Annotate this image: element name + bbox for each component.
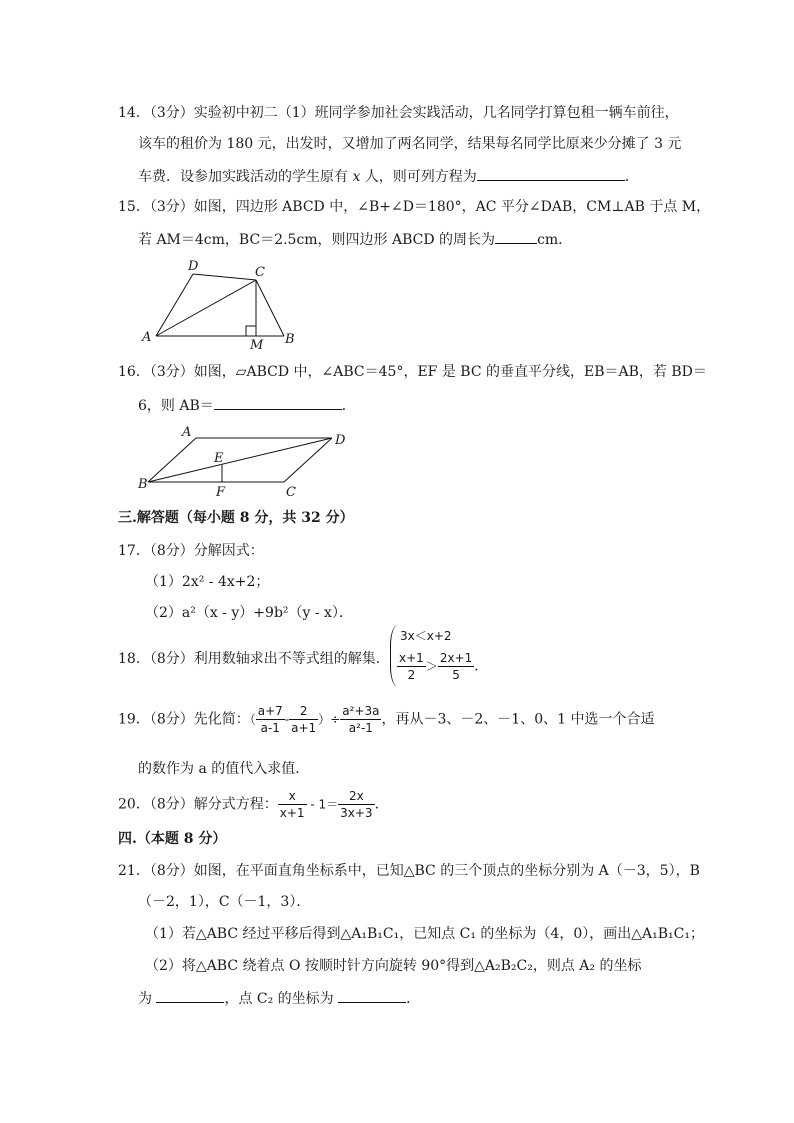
- q15-line2: [138, 229, 572, 249]
- q20-frac2-num: 2x: [338, 788, 374, 805]
- q21-line3: （1）若△ABC 经过平移后得到△A₁B₁C₁，已知点 C₁ 的坐标为（4，0），画出△A₁B₁C₁；: [145, 926, 704, 942]
- q19-frac3-den: a²-1: [348, 721, 373, 735]
- q18-text: 18．（8分）利用数轴求出不等式组的解集．: [118, 651, 390, 667]
- q18-frac1: [397, 650, 426, 683]
- section-4-title: 四.（本题 8 分）: [118, 831, 227, 847]
- q15-label-d: D: [188, 259, 199, 274]
- q18-frac1-num: x+1: [399, 651, 424, 665]
- q16-line1: 16．（3分）如图，▱ABCD 中，∠ABC＝45°，EF 是 BC 的垂直平分线，EB＝AB，若 BD＝: [118, 364, 707, 380]
- q19-tail: ，再从－3、－2、－1、0、1 中选一个合适: [381, 711, 655, 728]
- q21-line2: （－2，1），C（－1，3）．: [138, 894, 311, 910]
- q16-line2-text: 6，则 AB＝: [138, 398, 214, 414]
- q16-label-e: E: [214, 451, 224, 466]
- section-3-title: 三.解答题（每小题 8 分，共 32 分）: [118, 510, 354, 526]
- q15-line1: 15．（3分）如图，四边形 ABCD 中，∠B+∠D＝180°，AC 平分∠DAB，CM⊥AB 于点 M，: [118, 199, 711, 215]
- q19-frac2-num: 2: [289, 703, 318, 720]
- q15-line2-text: 若 AM＝4cm，BC＝2.5cm，则四边形 ABCD 的周长为: [138, 232, 496, 248]
- q14-line3-text-a: 车费．设参加实践活动的学生原有: [138, 169, 353, 185]
- q19-frac1: [256, 703, 285, 736]
- q20-frac1: [278, 788, 307, 821]
- q19-rparen-div: ）÷: [318, 712, 341, 727]
- q16-line2: [138, 395, 356, 415]
- q20-frac2: [338, 788, 374, 821]
- q20-text: 20．（8分）解分式方程：: [118, 796, 278, 813]
- q14-line1: 14．（3分）实验初中初二（1）班同学参加社会实践活动，几名同学打算包租一辆车前往，: [118, 105, 679, 121]
- q16-label-a: A: [182, 425, 192, 440]
- q19-frac3-num: a²+3a: [342, 704, 380, 718]
- q14-line3: [138, 166, 639, 186]
- q15-label-m: M: [250, 338, 264, 352]
- q19-line2: 的数作为 a 的值代入求值．: [138, 761, 310, 777]
- q18-end: ．: [474, 658, 489, 675]
- q20-line: [118, 788, 389, 821]
- q14-line3-end: ．: [624, 169, 639, 185]
- q21-line5-text-a: 为: [138, 991, 157, 1007]
- q19-frac3: [340, 703, 381, 736]
- q21-line5: [138, 988, 420, 1008]
- q19-frac1-den: a-1: [260, 721, 280, 735]
- q18-ineq2: [397, 650, 488, 683]
- q15-line2-unit: cm．: [537, 232, 573, 248]
- q17-title: 17．（8分）分解因式：: [118, 543, 264, 559]
- q21-line5-end: ．: [406, 991, 421, 1007]
- q14-answer-blank[interactable]: [477, 166, 625, 181]
- q17-part2: （2）a²（x - y）+9b²（y - x）．: [145, 605, 353, 621]
- q20-mid: - 1＝: [306, 797, 339, 812]
- q19-line1: [118, 703, 654, 736]
- q20-end: ．: [374, 796, 389, 813]
- q18-frac2-num: 2x+1: [439, 651, 473, 665]
- q15-figure: [138, 256, 308, 352]
- q21-line4: （2）将△ABC 绕着点 O 按顺时针方向旋转 90°得到△A₂B₂C₂，则点 A₂ 的坐标: [145, 958, 642, 974]
- q18-frac2: [438, 650, 474, 683]
- q14-line2: 该车的租价为 180 元，出发时，又增加了两名同学，结果每名同学比原来少分摊了 3 元: [138, 136, 682, 152]
- q16-label-d: D: [335, 433, 346, 448]
- q19-frac2: [289, 703, 318, 736]
- q21-line1: 21．（8分）如图，在平面直角坐标系中，已知△BC 的三个顶点的坐标分别为 A（－3，5），B: [118, 863, 700, 879]
- q19-minus: -: [284, 712, 290, 727]
- q15-label-c: C: [255, 265, 265, 280]
- q15-label-b: B: [285, 332, 295, 347]
- q21-line5-text-b: ，点 C₂ 的坐标为: [224, 991, 339, 1007]
- q16-figure: [136, 422, 356, 502]
- q16-line2-end: ．: [341, 398, 356, 414]
- q16-answer-blank[interactable]: [214, 395, 342, 410]
- q16-label-c: C: [286, 485, 296, 500]
- q18-frac2-den: 5: [452, 668, 460, 682]
- q14-line3-text-b: 人，则可列方程为: [360, 169, 477, 185]
- q21-answer-blank-a2[interactable]: [156, 988, 224, 1003]
- q15-label-a: A: [142, 330, 152, 345]
- q19-lparen: （: [249, 712, 256, 727]
- q16-label-f: F: [216, 485, 226, 500]
- q19-text: 19．（8分）先化简：: [118, 711, 250, 728]
- q17-part1: （1）2x² - 4x+2；: [145, 574, 270, 590]
- q14-var-x: x: [352, 169, 361, 185]
- q18-ineq1: 3x＜x+2: [400, 629, 452, 643]
- q18-frac1-den: 2: [407, 668, 416, 682]
- q16-label-b: B: [138, 477, 148, 492]
- q19-frac2-den: a+1: [291, 721, 317, 735]
- q20-frac1-den: x+1: [279, 806, 305, 820]
- q15-answer-blank[interactable]: [495, 229, 537, 244]
- q20-frac1-num: x: [278, 788, 307, 805]
- q18-rel: ＞: [425, 659, 438, 674]
- q20-frac2-den: 3x+3: [340, 806, 373, 820]
- q19-frac1-num: a+7: [257, 704, 283, 718]
- q21-answer-blank-c2[interactable]: [338, 988, 406, 1003]
